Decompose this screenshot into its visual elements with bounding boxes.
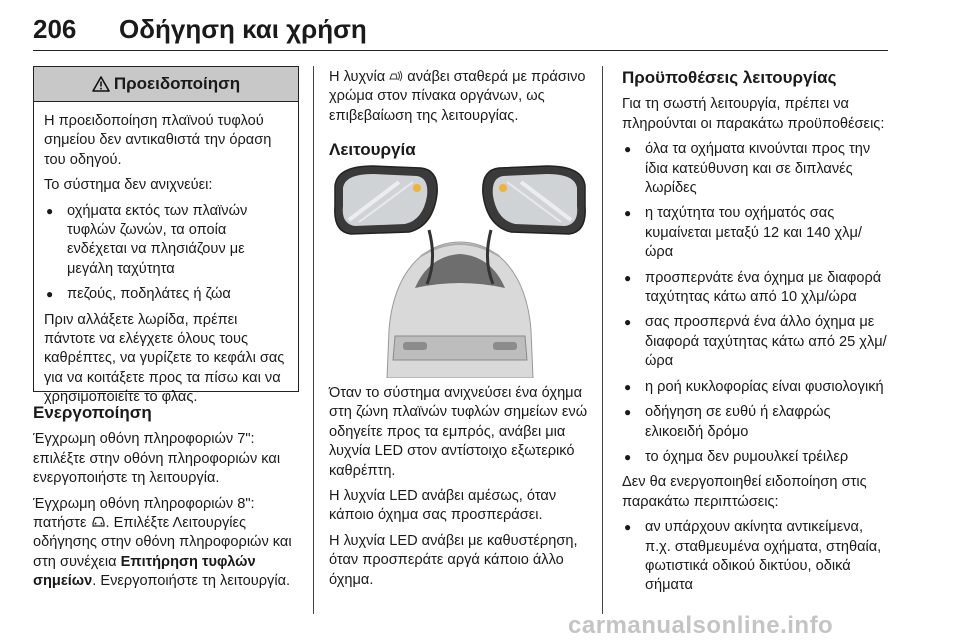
right-column xyxy=(622,68,890,602)
column-divider-1 xyxy=(313,66,314,614)
column-divider-2 xyxy=(602,66,603,614)
list-item: ● προσπερνάτε ένα όχημα με διαφορά ταχύτητας κάτω από 10 χλμ/ώρα xyxy=(622,269,890,308)
warning-box-header xyxy=(34,67,298,102)
conditions-heading: Προϋποθέσεις λειτουργίας xyxy=(622,68,837,87)
indicator-paragraph: Η λυχνία ανάβει σταθερά με πράσινο χρώμα στον πίνακα οργάνων, ως επιβεβαίωση της λειτουργίας. xyxy=(329,69,586,124)
blind-spot-led-left xyxy=(413,184,421,192)
warning-paragraph-2: Το σύστημα δεν ανιχνεύει: xyxy=(44,177,213,194)
list-item: ● αν υπάρχουν ακίνητα αντικείμενα, π.χ. σταθμευμένα οχήματα, στηθαία, φωτιστικά οδικού δικτύου, οδικά σήματα xyxy=(622,518,890,596)
page-title: Οδήγηση και χρήση xyxy=(119,14,367,44)
activation-paragraph-2: Έγχρωμη οθόνη πληροφοριών 8": πατήστε . Επιλέξτε Λειτουργίες οδήγησης στην οθόνη πληροφοριών και στη συνέχεια Επιτήρηση τυφλών σημείων. Ενεργοποιήστε τη λειτουργία. xyxy=(33,495,292,590)
list-item: ● σας προσπερνά ένα άλλο όχημα με διαφορά ταχύτητας κάτω από 25 χλμ/ώρα xyxy=(622,313,890,371)
list-item: ● οδήγηση σε ευθύ ή ελαφρώς ελικοειδή δρόμο xyxy=(622,403,890,442)
blind-spot-led-right xyxy=(499,184,507,192)
middle-column-bottom xyxy=(329,384,591,596)
list-item: ● η ροή κυκλοφορίας είναι φυσιολογική xyxy=(622,378,890,397)
no-alert-list xyxy=(622,518,890,596)
list-item: ● οχήματα εκτός των πλαϊνών τυφλών ζωνών, τα οποία ενδέχεται να πλησιάζουν με μεγάλη ταχύτητα xyxy=(44,202,288,280)
warning-box xyxy=(33,66,299,406)
activation-heading: Ενεργοποίηση xyxy=(33,403,152,422)
warning-triangle-icon xyxy=(92,76,110,92)
activation-section xyxy=(33,403,301,598)
mirror-illustration xyxy=(329,160,591,378)
operation-paragraph-2: Η λυχνία LED ανάβει αμέσως, όταν κάποιο όχημα σας προσπεράσει. xyxy=(329,488,557,524)
warning-body xyxy=(34,102,298,408)
page-number: 206 xyxy=(33,14,77,44)
page-header xyxy=(33,8,888,51)
blind-spot-menu-label: Επιτήρηση τυφλών σημείων xyxy=(33,553,256,590)
blind-spot-indicator-icon xyxy=(389,70,403,82)
conditions-intro: Για τη σωστή λειτουργία, πρέπει να πληρούνται οι παρακάτω προϋποθέσεις: xyxy=(622,96,885,132)
operation-paragraph-3: Η λυχνία LED ανάβει με καθυστέρηση, όταν προσπεράτε αργά κάποιο άλλο όχημα. xyxy=(329,532,578,588)
conditions-list xyxy=(622,140,890,467)
watermark-text: carmanualsonline.info xyxy=(568,612,834,639)
activation-paragraph-1: Έγχρωμη οθόνη πληροφοριών 7": επιλέξτε στην οθόνη πληροφοριών και ενεργοποιήστε τη λειτουργία. xyxy=(33,431,281,487)
list-item: ● η ταχύτητα του οχήματός σας κυμαίνεται μεταξύ 12 και 140 χλμ/ώρα xyxy=(622,204,890,262)
operation-paragraph-1: Όταν το σύστημα ανιχνεύσει ένα όχημα στη ζώνη πλαϊνών τυφλών σημείων ενώ οδηγείτε προς τα εμπρός, ανάβει μια λυχνία LED στον αντίστοιχο εξωτερικό καθρέπτη. xyxy=(329,385,588,479)
warning-title: Προειδοποίηση xyxy=(113,74,241,93)
list-item: ● το όχημα δεν ρυμουλκεί τρέιλερ xyxy=(622,448,890,467)
warning-paragraph-1: Η προειδοποίηση πλαϊνού τυφλού σημείου δεν αντικαθιστά την όραση του οδηγού. xyxy=(44,113,272,168)
warning-list xyxy=(44,202,288,305)
operation-heading: Λειτουργία xyxy=(329,140,416,160)
car-settings-icon xyxy=(91,515,106,528)
list-item: ● όλα τα οχήματα κινούνται προς την ίδια κατεύθυνση και σε διπλανές λωρίδες xyxy=(622,140,890,198)
middle-column-top xyxy=(329,68,591,168)
no-alert-intro: Δεν θα ενεργοποιηθεί ειδοποίηση στις παρακάτω περιπτώσεις: xyxy=(622,474,867,510)
warning-paragraph-3: Πριν αλλάξετε λωρίδα, πρέπει πάντοτε να ελέγχετε όλους τους καθρέπτες, να γυρίζετε το κεφάλι σας για να κοιτάξετε προς τα πίσω και να χρησιμοποιείτε το φλας. xyxy=(44,311,285,406)
list-item: ● πεζούς, ποδηλάτες ή ζώα xyxy=(44,285,288,304)
